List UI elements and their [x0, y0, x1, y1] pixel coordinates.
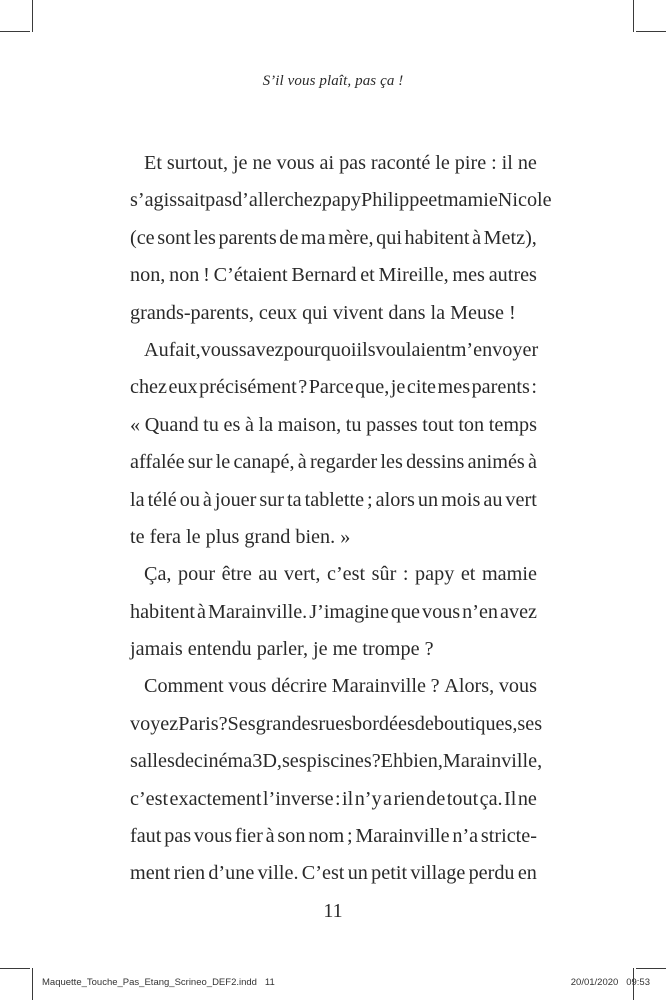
text-line: ment rien d’une ville. C’est un petit village perdu en: [130, 862, 537, 885]
text-line: la télé ou à jouer sur ta tablette ; alors un mois au vert: [130, 488, 537, 511]
text-line: non, non ! C’étaient Bernard et Mireille, mes autres: [130, 264, 537, 287]
text-line: c’est exactement l’inverse : il n’y a rien de tout ça. Il ne: [130, 787, 537, 810]
text-line: chez eux précisément ? Parce que, je cite mes parents :: [130, 376, 537, 399]
page-number: 11: [323, 900, 343, 922]
text-line: jamais entendu parler, je me trompe ?: [130, 638, 434, 661]
text-line: habitent à Marainville. J’imagine que vous n’en avez: [130, 600, 537, 623]
text-line: voyez Paris ? Ses grandes rues bordées de boutiques, ses: [130, 712, 543, 735]
text-line: Comment vous décrire Marainville ? Alors, vous: [144, 675, 537, 698]
text-line: faut pas vous fier à son nom ; Marainville n’a stricte-: [130, 825, 537, 848]
text-line: s’agissait pas d’aller chez papy Philippe et mamie Nicole: [130, 189, 552, 212]
text-line: (ce sont les parents de ma mère, qui habitent à Metz),: [130, 226, 537, 249]
text-line: Et surtout, je ne vous ai pas raconté le pire : il ne: [144, 152, 537, 174]
text-line: te fera le plus grand bien. »: [130, 525, 351, 548]
crop-mark-top-right-h: [636, 31, 666, 32]
text-line: salles de cinéma 3D, ses piscines ? Eh bien, Marainville,: [130, 750, 543, 773]
crop-mark-top-left: [32, 0, 33, 32]
text-line: Ça, pour être au vert, c’est sûr : papy et mamie: [144, 563, 537, 586]
body-text: [130, 150, 552, 898]
crop-mark-bottom-left: [32, 968, 33, 1000]
crop-mark-bottom-left-h: [0, 968, 30, 969]
text-line: grands-parents, ceux qui vivent dans la Meuse !: [130, 301, 516, 324]
slug-timestamp: 20/01/2020 09:53: [570, 977, 650, 988]
text-line: « Quand tu es à la maison, tu passes tout ton temps: [130, 413, 537, 436]
crop-mark-top-right: [633, 0, 634, 32]
crop-mark-bottom-right-h: [636, 968, 666, 969]
text-line: affalée sur le canapé, à regarder les dessins animés à: [130, 451, 537, 474]
crop-mark-top-left-h: [0, 31, 30, 32]
text-line: Au fait, vous savez pourquoi ils voulaient m’envoyer: [144, 338, 539, 361]
slug-filename: Maquette_Touche_Pas_Etang_Scrineo_DEF2.indd 11: [42, 977, 275, 988]
running-head: S’il vous plaît, pas ça !: [262, 73, 404, 89]
